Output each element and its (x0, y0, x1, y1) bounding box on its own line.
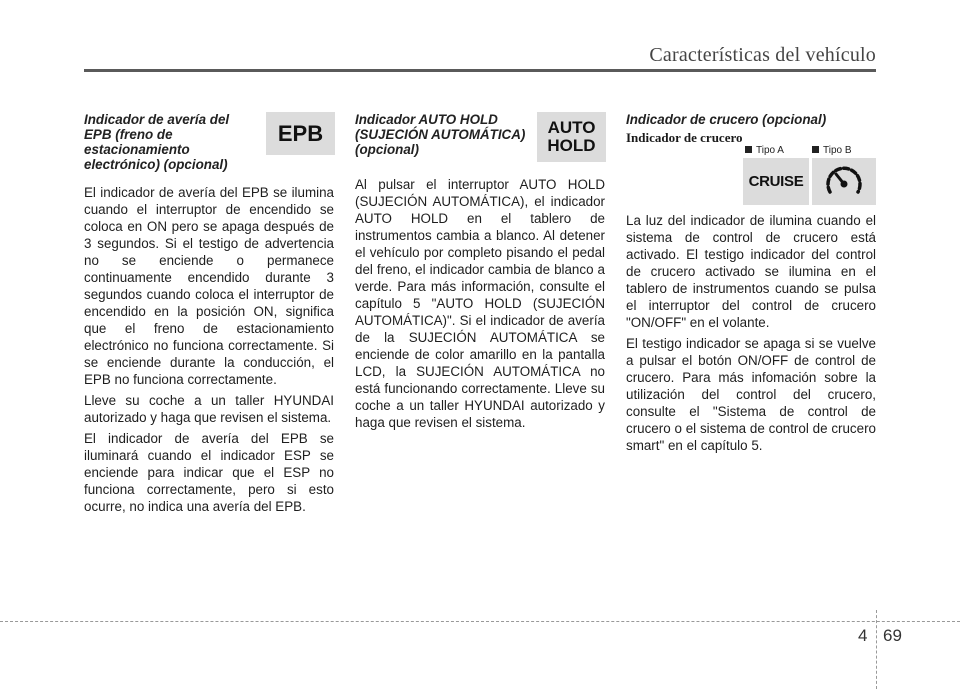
type-a-label (745, 145, 784, 156)
subtitle-cruise: Indicador de crucero (626, 130, 743, 145)
paragraph: Lleve su coche a un taller HYUNDAI autorizado y haga que revisen el sistema. (84, 393, 334, 425)
type-a-text: Tipo A (756, 145, 784, 156)
page-number: 69 (883, 626, 902, 645)
title-line: (opcional) (355, 142, 419, 157)
paragraph: Al pulsar el interruptor AUTO HOLD (SUJECIÓN AUTOMÁTICA), el indicador AUTO HOLD en el tablero de instrumentos cambia a blanco. Al detener el vehículo por completo pisando el pedal del freno, el indicador cambia de blanco a verde. Para más información, consulte el capítulo 5 "AUTO HOLD (SUJECIÓN AUTOMÁTICA)". Si el indicador de avería de la SUJECIÓN AUTOMÁTICA se enciende de color amarillo en la pantalla LCD, la SUJECIÓN AUTOMÁTICA no está funcionando correctamente. Lleve su coche a un taller HYUNDAI autorizado y haga que revisen el sistema. (355, 177, 605, 430)
speedometer-icon (824, 162, 864, 202)
title-line: Indicador AUTO HOLD (355, 112, 498, 127)
cruise-indicator-text: CRUISE (748, 173, 804, 190)
paragraph: El indicador de avería del EPB se iluminará cuando el indicador ESP se enciende para indicar que el ESP no funciona correctamente, pero si esto ocurre, no indica una avería del EPB. (84, 431, 334, 514)
title-line: Indicador de avería del (84, 112, 230, 127)
header-rule (84, 69, 876, 72)
title-line: estacionamiento (84, 142, 190, 157)
title-line: EPB (freno de (84, 127, 173, 142)
page-header-title: Características del vehículo (649, 44, 876, 66)
title-line: electrónico) (opcional) (84, 157, 228, 172)
footer-rule (0, 621, 960, 622)
chapter-number: 4 (858, 626, 868, 645)
badge-line: AUTO (547, 118, 596, 137)
paragraph: El testigo indicador se apaga si se vuelve a pulsar el botón ON/OFF de control de crucero. Para más infomación sobre la utilización del control del crucero, consulte el "Sistema de control de crucero o el sistema de control de crucero smart" en el capítulo 5. (626, 336, 876, 453)
square-bullet-icon (745, 146, 752, 153)
section-title-cruise: Indicador de crucero (opcional) (626, 112, 827, 127)
type-b-text: Tipo B (823, 145, 852, 156)
paragraph: La luz del indicador de ilumina cuando el sistema de control de crucero está activado. El testigo indicador del control de crucero activado se ilumina en el tablero de instrumentos cuando se pulsa el interruptor del control de crucero "ON/OFF" en el volante. (626, 213, 876, 330)
epb-indicator-badge: EPB (266, 112, 335, 155)
type-b-label (812, 145, 852, 156)
footer-divider (876, 610, 877, 689)
column-epb (84, 112, 334, 519)
cruise-gauge-badge (812, 158, 876, 205)
cruise-indicator-badge (743, 158, 809, 205)
auto-hold-indicator-badge (537, 112, 606, 162)
paragraph: El indicador de avería del EPB se ilumina cuando el interruptor de encendido se coloca en ON pero se apaga después de 3 segundos. Si el testigo de advertencia no se enciende o permanece continuamente encendido durante 3 segundos cuando coloca el interruptor de encendido en la posición ON, significa que el freno de estacionamiento electrónico no funciona correctamente. Si se enciende durante la conducción, el EPB no funciona correctamente. (84, 185, 334, 387)
square-bullet-icon (812, 146, 819, 153)
badge-line: HOLD (547, 136, 596, 155)
title-line: (SUJECIÓN AUTOMÁTICA) (355, 127, 526, 142)
